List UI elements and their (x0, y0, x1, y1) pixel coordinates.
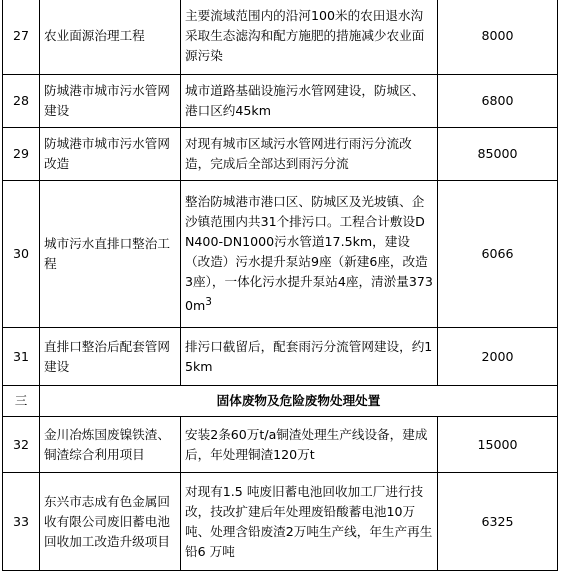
row-number: 27 (3, 0, 40, 75)
table-row (3, 128, 558, 181)
project-content: 安装2条60万t/a铜渣处理生产线设备，建成后，年处理铜渣120万t (181, 417, 438, 473)
project-name: 农业面源治理工程 (40, 0, 181, 75)
investment-amount: 15000 (438, 417, 558, 473)
section-number: 三 (3, 386, 40, 417)
table-row (3, 328, 558, 386)
table-row (3, 0, 558, 75)
project-name: 防城港市城市污水管网建设 (40, 75, 181, 128)
investment-amount: 6066 (438, 181, 558, 328)
investment-amount: 85000 (438, 128, 558, 181)
project-content: 对现有1.5 吨废旧蓄电池回收加工厂进行技改，技改扩建后年处理废铅酸蓄电池10万吨、处理含铅废渣2万吨生产线，年生产再生铅6 万吨 (181, 473, 438, 571)
project-table (2, 0, 558, 571)
table-row (3, 473, 558, 571)
row-number: 31 (3, 328, 40, 386)
row-number: 29 (3, 128, 40, 181)
superscript-exponent: 3 (205, 295, 212, 308)
project-name: 东兴市志成有色金属回收有限公司废旧蓄电池回收加工改造升级项目 (40, 473, 181, 571)
project-name: 防城港市城市污水管网改造 (40, 128, 181, 181)
investment-amount: 6325 (438, 473, 558, 571)
project-name: 城市污水直排口整治工程 (40, 181, 181, 328)
table-row (3, 75, 558, 128)
row-number: 28 (3, 75, 40, 128)
project-name: 金川冶炼国废镍铁渣、铜渣综合利用项目 (40, 417, 181, 473)
section-title: 固体废物及危险废物处理处置 (40, 386, 558, 417)
project-content (181, 181, 438, 328)
investment-amount: 2000 (438, 328, 558, 386)
project-content: 对现有城市区域污水管网进行雨污分流改造，完成后全部达到雨污分流 (181, 128, 438, 181)
project-content: 排污口截留后，配套雨污分流管网建设，约15km (181, 328, 438, 386)
section-row (3, 386, 558, 417)
table-row (3, 181, 558, 328)
project-content: 主要流域范围内的沿河100米的农田退水沟采取生态滤沟和配方施肥的措施减少农业面源污染 (181, 0, 438, 75)
project-name: 直排口整治后配套管网建设 (40, 328, 181, 386)
table-row (3, 417, 558, 473)
row-number: 30 (3, 181, 40, 328)
row-number: 33 (3, 473, 40, 571)
row-number: 32 (3, 417, 40, 473)
investment-amount: 8000 (438, 0, 558, 75)
project-content: 城市道路基础设施污水管网建设，防城区、港口区约45km (181, 75, 438, 128)
investment-amount: 6800 (438, 75, 558, 128)
project-content-text: 整治防城港市港口区、防城区及光坡镇、企沙镇范围内共31个排污口。工程合计敷设DN400-DN1000污水管道17.5km，建设（改造）污水提升泵站9座（新建6座，改造3座），一体化污水提升泵站4座，清淤量3730m (185, 193, 433, 314)
